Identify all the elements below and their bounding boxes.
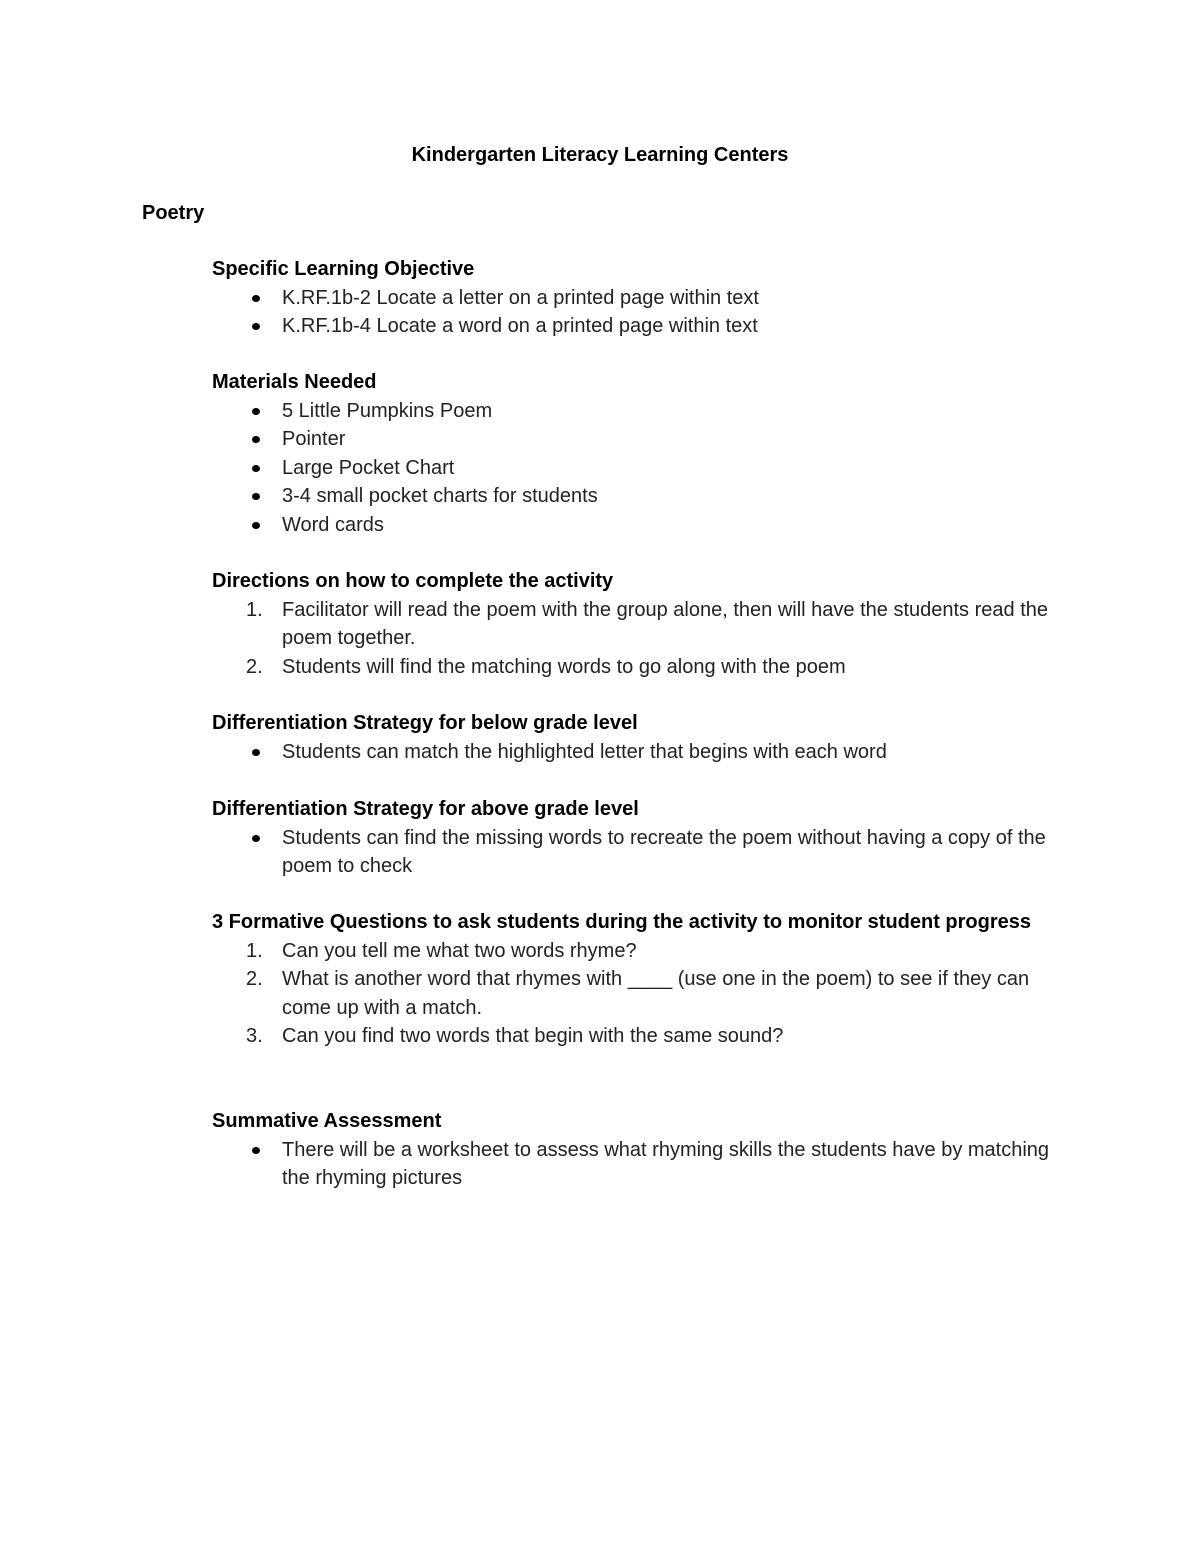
bullet-icon	[252, 408, 260, 415]
bullet-icon	[252, 436, 260, 443]
list-item-text: Can you find two words that begin with the same sound?	[282, 1025, 784, 1047]
list-item	[212, 1022, 1062, 1051]
list-item-text: Students can find the missing words to recreate the poem without having a copy of the poem to check	[282, 826, 1046, 877]
summative-heading: Summative Assessment	[212, 1110, 442, 1132]
list-item	[212, 824, 1062, 881]
list-item	[212, 511, 1062, 540]
formative-heading: 3 Formative Questions to ask students during the activity to monitor student progress	[212, 911, 1032, 933]
list-item	[212, 653, 1062, 682]
list-item	[212, 965, 1062, 1022]
objective-heading: Specific Learning Objective	[212, 258, 475, 280]
list-item	[212, 1136, 1062, 1193]
list-item-text: K.RF.1b-4 Locate a word on a printed page within text	[282, 315, 758, 337]
objective-list	[212, 284, 1062, 341]
list-item	[212, 738, 1062, 767]
below-grade-list	[212, 738, 1062, 767]
list-number: 2.	[246, 968, 263, 990]
list-item-text: 5 Little Pumpkins Poem	[282, 399, 493, 422]
directions-heading: Directions on how to complete the activity	[212, 570, 614, 592]
list-item	[212, 454, 1062, 483]
bullet-icon	[252, 295, 260, 302]
list-number: 1.	[246, 939, 263, 962]
list-item	[212, 284, 1062, 313]
directions-section	[212, 567, 1062, 681]
list-item-text: What is another word that rhymes with ____ (use one in the poem) to see if they can come up with a match.	[282, 968, 1030, 1019]
materials-heading: Materials Needed	[212, 371, 377, 393]
above-grade-heading: Differentiation Strategy for above grade level	[212, 798, 639, 820]
bullet-icon	[252, 323, 260, 330]
directions-list	[212, 596, 1062, 682]
list-item-text: Facilitator will read the poem with the group alone, then will have the students read the poem together.	[282, 598, 1048, 649]
section-title-poetry: Poetry	[142, 202, 205, 224]
list-item	[212, 937, 1062, 966]
materials-list	[212, 397, 1062, 540]
summative-list	[212, 1136, 1062, 1193]
below-grade-section	[212, 709, 1062, 766]
list-number: 1.	[246, 598, 263, 621]
objective-section	[212, 255, 1062, 341]
bullet-icon	[252, 749, 260, 756]
list-item-text: Large Pocket Chart	[282, 456, 455, 479]
materials-section	[212, 368, 1062, 539]
list-item-text: There will be a worksheet to assess what rhyming skills the students have by matching the rhyming pictures	[282, 1138, 1050, 1189]
formative-list	[212, 937, 1062, 1051]
list-item	[212, 482, 1062, 511]
list-item-text: Students can match the highlighted letter that begins with each word	[282, 740, 887, 763]
list-item-text: Students will find the matching words to go along with the poem	[282, 655, 846, 678]
bullet-icon	[252, 835, 260, 842]
list-number: 2.	[246, 655, 263, 678]
list-item	[212, 312, 1062, 341]
below-grade-heading: Differentiation Strategy for below grade level	[212, 712, 638, 734]
list-item-text: Word cards	[282, 513, 384, 536]
list-item	[212, 425, 1062, 454]
list-item-text: K.RF.1b-2 Locate a letter on a printed page within text	[282, 286, 759, 309]
document-title: Kindergarten Literacy Learning Centers	[411, 144, 789, 166]
bullet-icon	[252, 465, 260, 472]
list-item-text: Pointer	[282, 428, 346, 450]
list-item	[212, 397, 1062, 426]
bullet-icon	[252, 1147, 260, 1154]
list-item	[212, 596, 1062, 653]
list-item-text: 3-4 small pocket charts for students	[282, 485, 598, 507]
above-grade-list	[212, 824, 1062, 881]
bullet-icon	[252, 522, 260, 529]
summative-section	[212, 1107, 1062, 1193]
above-grade-section	[212, 795, 1062, 881]
list-item-text: Can you tell me what two words rhyme?	[282, 939, 637, 962]
list-number: 3.	[246, 1025, 263, 1047]
formative-section	[212, 908, 1062, 1051]
bullet-icon	[252, 493, 260, 500]
